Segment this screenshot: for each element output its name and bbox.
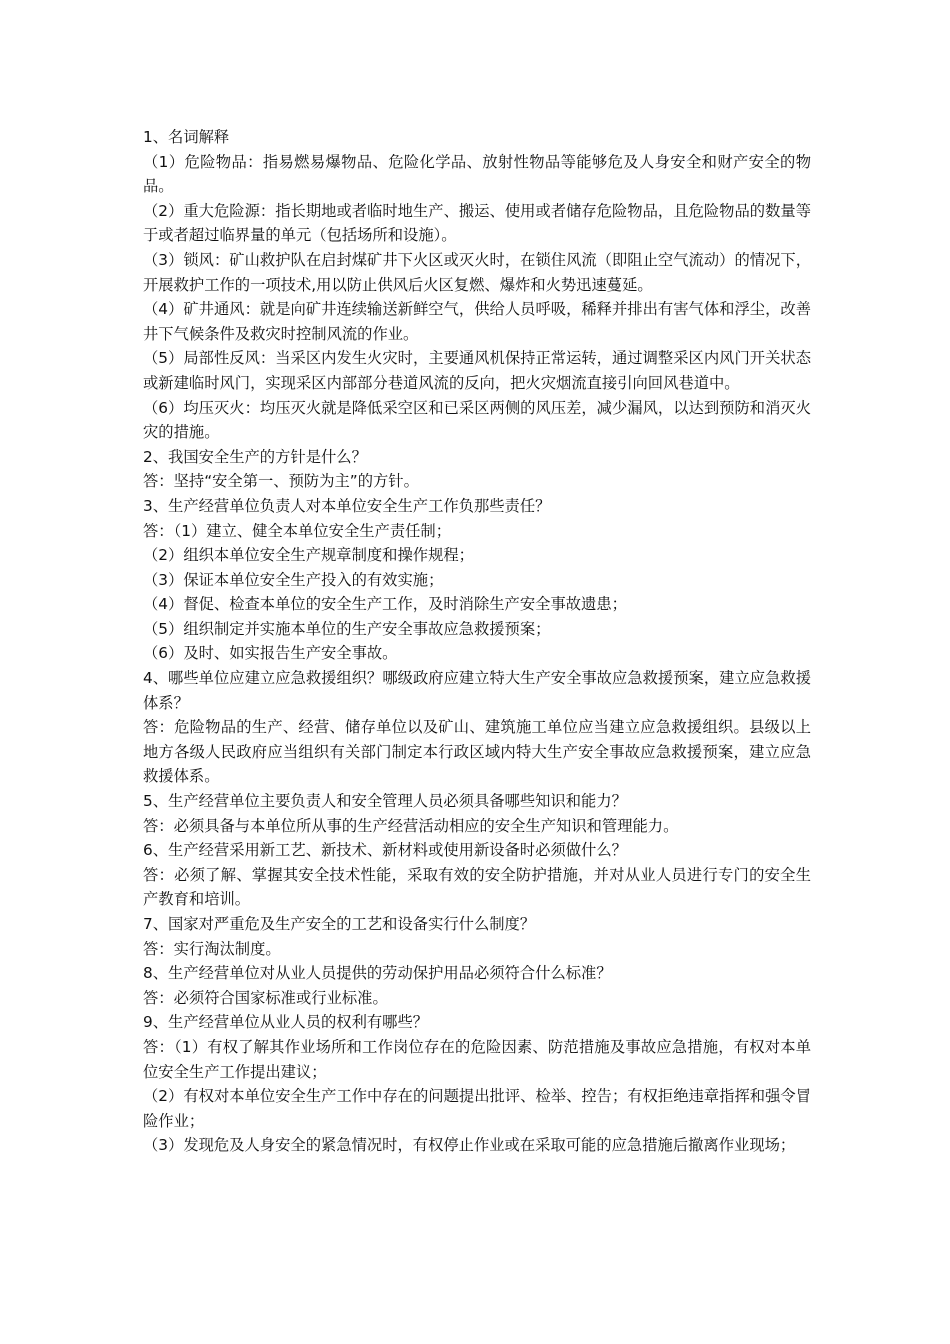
answer-item: （2）组织本单位安全生产规章制度和操作规程； <box>143 546 474 565</box>
answer: 答：必须符合国家标准或行业标准。 <box>143 988 388 1007</box>
definition-item: （2）重大危险源：指长期地或者临时地生产、搬运、使用或者储存危险物品，且危险物品的数量等于或者超过临界量的单元（包括场所和设施）。 <box>143 201 811 245</box>
question: 3、生产经营单位负责人对本单位安全生产工作负那些责任？ <box>143 496 551 515</box>
document-body <box>143 125 811 1158</box>
answer-item: （2）有权对本单位安全生产工作中存在的问题提出批评、检举、控告；有权拒绝违章指挥和强令冒险作业； <box>143 1087 811 1130</box>
answer: 答：（1）建立、健全本单位安全生产责任制； <box>143 521 452 540</box>
answer-item: （3）保证本单位安全生产投入的有效实施； <box>143 570 444 589</box>
question: 2、我国安全生产的方针是什么？ <box>143 447 367 466</box>
question: 7、国家对严重危及生产安全的工艺和设备实行什么制度？ <box>143 915 536 933</box>
answer: 答：必须具备与本单位所从事的生产经营活动相应的安全生产知识和管理能力。 <box>143 816 679 835</box>
answer-item: （5）组织制定并实施本单位的生产安全事故应急救援预案； <box>143 619 551 638</box>
answer: 答：（1）有权了解其作业场所和工作岗位存在的危险因素、防范措施及事故应急措施，有权对本单位安全生产工作提出建议； <box>143 1037 811 1081</box>
answer-item: （3）发现危及人身安全的紧急情况时，有权停止作业或在采取可能的应急措施后撤离作业现场； <box>143 1136 796 1155</box>
answer: 答：危险物品的生产、经营、储存单位以及矿山、建筑施工单位应当建立应急救援组织。县级以上地方各级人民政府应当组织有关部门制定本行政区域内特大生产安全事故应急救援预案，建立应急救援体系。 <box>143 718 811 786</box>
definition-item: （5）局部性反风：当采区内发生火灾时，主要通风机保持正常运转，通过调整采区内风门开关状态或新建临时风门，实现采区内部部分巷道风流的反向，把火灾烟流直接引向回风巷道中。 <box>143 349 811 392</box>
question: 6、生产经营采用新工艺、新技术、新材料或使用新设备时必须做什么？ <box>143 841 627 860</box>
answer-item: （4）督促、检查本单位的安全生产工作，及时消除生产安全事故遗患； <box>143 595 627 614</box>
answer: 答：坚持“安全第一、预防为主”的方针。 <box>143 472 419 491</box>
section-heading-1: 1、名词解释 <box>143 128 230 146</box>
definition-item: （1）危险物品：指易燃易爆物品、危险化学品、放射性物品等能够危及人身安全和财产安全的物品。 <box>143 152 811 196</box>
answer: 答：必须了解、掌握其安全技术性能，采取有效的安全防护措施，并对从业人员进行专门的安全生产教育和培训。 <box>143 865 811 909</box>
question: 8、生产经营单位对从业人员提供的劳动保护用品必须符合什么标准？ <box>143 964 612 983</box>
definition-item: （4）矿井通风：就是向矿井连续输送新鲜空气，供给人员呼吸，稀释并排出有害气体和浮尘，改善井下气候条件及救灾时控制风流的作业。 <box>143 300 811 343</box>
question: 4、哪些单位应建立应急救援组织？哪级政府应建立特大生产安全事故应急救援预案，建立应急救援体系？ <box>143 669 811 712</box>
question: 9、生产经营单位从业人员的权利有哪些？ <box>143 1013 429 1032</box>
answer: 答：实行淘汰制度。 <box>143 939 281 958</box>
answer-item: （6）及时、如实报告生产安全事故。 <box>143 644 398 663</box>
definition-item: （6）均压灭火：均压灭火就是降低采空区和已采区两侧的风压差，减少漏风，以达到预防和消灭火灾的措施。 <box>143 398 811 442</box>
question: 5、生产经营单位主要负责人和安全管理人员必须具备哪些知识和能力？ <box>143 792 627 811</box>
definition-item: （3）锁风：矿山救护队在启封煤矿井下火区或灭火时，在锁住风流（即阻止空气流动）的情况下，开展救护工作的一项技术,用以防止供风后火区复燃、爆炸和火势迅速蔓延。 <box>143 250 811 294</box>
